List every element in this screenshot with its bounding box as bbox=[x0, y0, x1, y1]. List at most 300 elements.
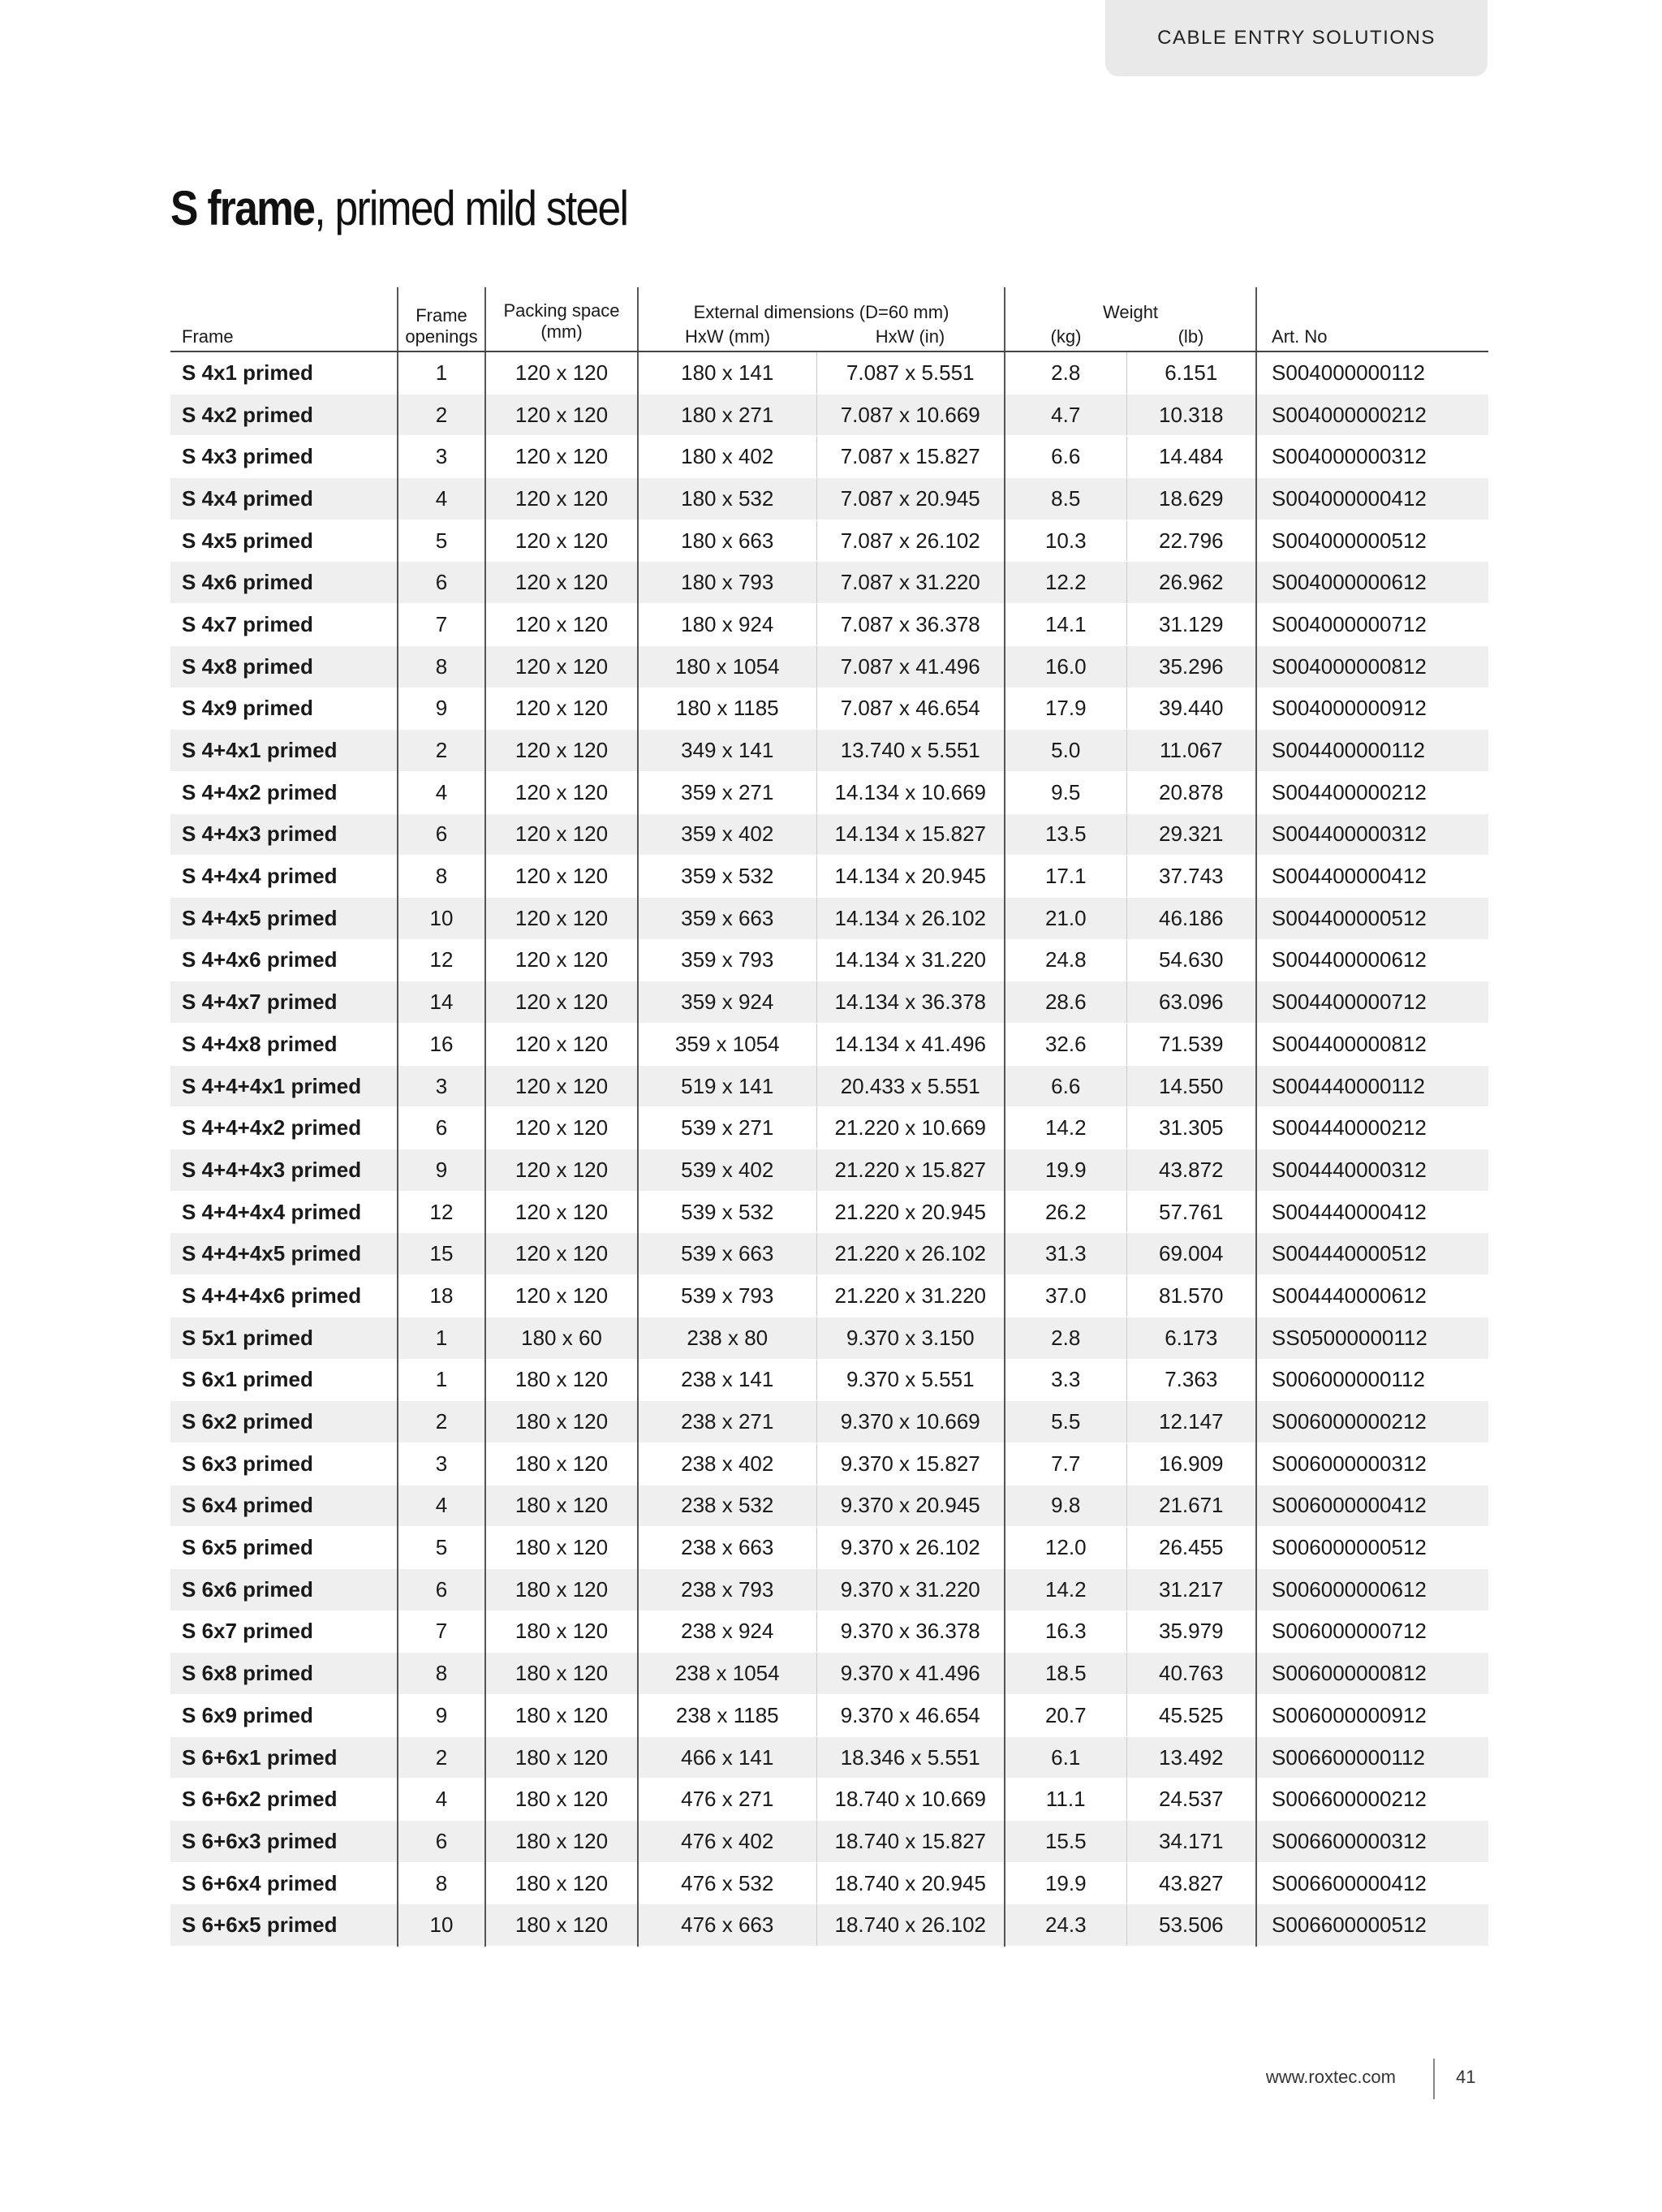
cell-lb: 43.827 bbox=[1126, 1862, 1256, 1904]
cell-lb: 69.004 bbox=[1126, 1233, 1256, 1275]
table-row bbox=[170, 394, 1488, 436]
cell-kg: 2.8 bbox=[1005, 1317, 1126, 1359]
cell-lb: 39.440 bbox=[1126, 688, 1256, 730]
cell-art-no: S006000000412 bbox=[1256, 1485, 1488, 1527]
cell-frame: S 4x9 primed bbox=[170, 688, 398, 730]
cell-packing: 120 x 120 bbox=[485, 1149, 638, 1192]
cell-kg: 16.3 bbox=[1005, 1610, 1126, 1653]
cell-lb: 22.796 bbox=[1126, 520, 1256, 562]
cell-art-no: S004000000512 bbox=[1256, 520, 1488, 562]
cell-art-no: S004440000212 bbox=[1256, 1107, 1488, 1149]
cell-lb: 46.186 bbox=[1126, 897, 1256, 939]
cell-openings: 3 bbox=[398, 1442, 485, 1485]
cell-kg: 21.0 bbox=[1005, 897, 1126, 939]
cell-hxw-in: 14.134 x 10.669 bbox=[816, 771, 1005, 813]
cell-hxw-mm: 238 x 663 bbox=[638, 1527, 816, 1569]
cell-openings: 3 bbox=[398, 436, 485, 478]
cell-packing: 120 x 120 bbox=[485, 604, 638, 646]
cell-openings: 6 bbox=[398, 1568, 485, 1610]
cell-kg: 4.7 bbox=[1005, 394, 1126, 436]
cell-packing: 180 x 120 bbox=[485, 1736, 638, 1779]
cell-hxw-mm: 476 x 402 bbox=[638, 1821, 816, 1863]
cell-art-no: S004000000912 bbox=[1256, 688, 1488, 730]
cell-kg: 7.7 bbox=[1005, 1442, 1126, 1485]
cell-hxw-in: 18.346 x 5.551 bbox=[816, 1736, 1005, 1779]
cell-openings: 10 bbox=[398, 897, 485, 939]
cell-openings: 2 bbox=[398, 1736, 485, 1779]
cell-lb: 7.363 bbox=[1126, 1359, 1256, 1401]
cell-openings: 4 bbox=[398, 478, 485, 520]
header-external: External dimensions (D=60 mm) bbox=[638, 287, 1005, 323]
cell-lb: 81.570 bbox=[1126, 1275, 1256, 1317]
header-frame: Frame bbox=[170, 287, 398, 351]
cell-art-no: S004440000612 bbox=[1256, 1275, 1488, 1317]
cell-hxw-in: 14.134 x 36.378 bbox=[816, 981, 1005, 1024]
cell-openings: 6 bbox=[398, 1107, 485, 1149]
cell-kg: 31.3 bbox=[1005, 1233, 1126, 1275]
cell-art-no: S006000000612 bbox=[1256, 1568, 1488, 1610]
cell-lb: 31.305 bbox=[1126, 1107, 1256, 1149]
cell-kg: 17.1 bbox=[1005, 856, 1126, 898]
cell-lb: 53.506 bbox=[1126, 1904, 1256, 1947]
page-number: 41 bbox=[1456, 2067, 1476, 2087]
cell-packing: 120 x 120 bbox=[485, 1024, 638, 1066]
cell-art-no: S004440000312 bbox=[1256, 1149, 1488, 1192]
cell-art-no: S004400000812 bbox=[1256, 1024, 1488, 1066]
cell-hxw-mm: 359 x 924 bbox=[638, 981, 816, 1024]
cell-frame: S 6x4 primed bbox=[170, 1485, 398, 1527]
cell-kg: 12.2 bbox=[1005, 562, 1126, 604]
footer-url: www.roxtec.com bbox=[1265, 2067, 1396, 2087]
cell-openings: 6 bbox=[398, 562, 485, 604]
table-row bbox=[170, 856, 1488, 898]
cell-lb: 21.671 bbox=[1126, 1485, 1256, 1527]
cell-frame: S 6+6x5 primed bbox=[170, 1904, 398, 1947]
cell-hxw-mm: 238 x 1054 bbox=[638, 1653, 816, 1695]
cell-frame: S 6x3 primed bbox=[170, 1442, 398, 1485]
cell-hxw-mm: 180 x 1054 bbox=[638, 645, 816, 688]
section-tab-label: CABLE ENTRY SOLUTIONS bbox=[1157, 27, 1436, 49]
cell-packing: 120 x 120 bbox=[485, 897, 638, 939]
cell-lb: 26.962 bbox=[1126, 562, 1256, 604]
cell-hxw-in: 9.370 x 31.220 bbox=[816, 1568, 1005, 1610]
cell-hxw-mm: 359 x 402 bbox=[638, 813, 816, 856]
header-packing-line2: (mm) bbox=[540, 321, 583, 342]
table-row bbox=[170, 1107, 1488, 1149]
cell-hxw-in: 9.370 x 41.496 bbox=[816, 1653, 1005, 1695]
cell-art-no: S006000000912 bbox=[1256, 1695, 1488, 1737]
cell-lb: 71.539 bbox=[1126, 1024, 1256, 1066]
cell-hxw-mm: 476 x 663 bbox=[638, 1904, 816, 1947]
cell-frame: S 4+4+4x2 primed bbox=[170, 1107, 398, 1149]
cell-frame: S 6x5 primed bbox=[170, 1527, 398, 1569]
cell-packing: 180 x 120 bbox=[485, 1527, 638, 1569]
cell-frame: S 4+4x5 primed bbox=[170, 897, 398, 939]
cell-hxw-in: 14.134 x 20.945 bbox=[816, 856, 1005, 898]
cell-packing: 120 x 120 bbox=[485, 1065, 638, 1107]
cell-openings: 9 bbox=[398, 1149, 485, 1192]
cell-packing: 120 x 120 bbox=[485, 520, 638, 562]
cell-hxw-in: 7.087 x 26.102 bbox=[816, 520, 1005, 562]
cell-art-no: S006600000112 bbox=[1256, 1736, 1488, 1779]
cell-openings: 1 bbox=[398, 351, 485, 394]
cell-hxw-mm: 238 x 1185 bbox=[638, 1695, 816, 1737]
cell-hxw-in: 9.370 x 5.551 bbox=[816, 1359, 1005, 1401]
cell-packing: 120 x 120 bbox=[485, 813, 638, 856]
cell-hxw-mm: 359 x 1054 bbox=[638, 1024, 816, 1066]
cell-art-no: S004400000412 bbox=[1256, 856, 1488, 898]
cell-openings: 9 bbox=[398, 1695, 485, 1737]
cell-lb: 34.171 bbox=[1126, 1821, 1256, 1863]
cell-frame: S 6x9 primed bbox=[170, 1695, 398, 1737]
cell-hxw-in: 9.370 x 46.654 bbox=[816, 1695, 1005, 1737]
table-row bbox=[170, 645, 1488, 688]
cell-frame: S 4+4x8 primed bbox=[170, 1024, 398, 1066]
header-hxw-in: HxW (in) bbox=[816, 323, 1005, 351]
cell-openings: 2 bbox=[398, 730, 485, 772]
cell-art-no: S004440000412 bbox=[1256, 1191, 1488, 1233]
cell-art-no: S004000000212 bbox=[1256, 394, 1488, 436]
table-row bbox=[170, 1149, 1488, 1192]
cell-openings: 5 bbox=[398, 520, 485, 562]
cell-openings: 9 bbox=[398, 688, 485, 730]
cell-kg: 19.9 bbox=[1005, 1862, 1126, 1904]
table-row bbox=[170, 1610, 1488, 1653]
product-table bbox=[170, 287, 1488, 1947]
table-row bbox=[170, 1862, 1488, 1904]
cell-lb: 6.151 bbox=[1126, 351, 1256, 394]
cell-frame: S 5x1 primed bbox=[170, 1317, 398, 1359]
cell-hxw-mm: 238 x 402 bbox=[638, 1442, 816, 1485]
table-row bbox=[170, 1233, 1488, 1275]
cell-kg: 13.5 bbox=[1005, 813, 1126, 856]
table-row bbox=[170, 1485, 1488, 1527]
table-row bbox=[170, 1653, 1488, 1695]
cell-hxw-in: 21.220 x 10.669 bbox=[816, 1107, 1005, 1149]
cell-lb: 16.909 bbox=[1126, 1442, 1256, 1485]
cell-openings: 8 bbox=[398, 856, 485, 898]
table-row bbox=[170, 771, 1488, 813]
cell-packing: 120 x 120 bbox=[485, 1233, 638, 1275]
cell-frame: S 4x5 primed bbox=[170, 520, 398, 562]
cell-frame: S 6+6x3 primed bbox=[170, 1821, 398, 1863]
cell-hxw-mm: 180 x 793 bbox=[638, 562, 816, 604]
cell-packing: 180 x 120 bbox=[485, 1442, 638, 1485]
cell-art-no: S004000000712 bbox=[1256, 604, 1488, 646]
table-row bbox=[170, 1317, 1488, 1359]
cell-openings: 4 bbox=[398, 771, 485, 813]
table-row bbox=[170, 604, 1488, 646]
cell-lb: 6.173 bbox=[1126, 1317, 1256, 1359]
table-row bbox=[170, 520, 1488, 562]
cell-frame: S 6x7 primed bbox=[170, 1610, 398, 1653]
cell-hxw-in: 9.370 x 15.827 bbox=[816, 1442, 1005, 1485]
table-row bbox=[170, 1401, 1488, 1443]
cell-packing: 180 x 120 bbox=[485, 1904, 638, 1947]
cell-packing: 120 x 120 bbox=[485, 939, 638, 981]
cell-lb: 14.550 bbox=[1126, 1065, 1256, 1107]
cell-lb: 10.318 bbox=[1126, 394, 1256, 436]
cell-hxw-mm: 539 x 532 bbox=[638, 1191, 816, 1233]
cell-kg: 5.0 bbox=[1005, 730, 1126, 772]
cell-frame: S 4x2 primed bbox=[170, 394, 398, 436]
cell-frame: S 6x8 primed bbox=[170, 1653, 398, 1695]
cell-hxw-mm: 238 x 532 bbox=[638, 1485, 816, 1527]
cell-hxw-in: 9.370 x 36.378 bbox=[816, 1610, 1005, 1653]
table-row bbox=[170, 730, 1488, 772]
cell-kg: 9.5 bbox=[1005, 771, 1126, 813]
cell-art-no: S004400000312 bbox=[1256, 813, 1488, 856]
footer-divider bbox=[1433, 2059, 1435, 2099]
cell-frame: S 6x2 primed bbox=[170, 1401, 398, 1443]
table-header bbox=[170, 287, 1488, 351]
cell-packing: 120 x 120 bbox=[485, 981, 638, 1024]
cell-hxw-mm: 238 x 793 bbox=[638, 1568, 816, 1610]
cell-lb: 45.525 bbox=[1126, 1695, 1256, 1737]
cell-hxw-mm: 180 x 663 bbox=[638, 520, 816, 562]
cell-lb: 29.321 bbox=[1126, 813, 1256, 856]
table-row bbox=[170, 1024, 1488, 1066]
cell-kg: 18.5 bbox=[1005, 1653, 1126, 1695]
cell-hxw-mm: 539 x 663 bbox=[638, 1233, 816, 1275]
cell-kg: 17.9 bbox=[1005, 688, 1126, 730]
cell-art-no: S006000000112 bbox=[1256, 1359, 1488, 1401]
cell-hxw-mm: 359 x 663 bbox=[638, 897, 816, 939]
cell-hxw-mm: 180 x 402 bbox=[638, 436, 816, 478]
cell-art-no: S006000000812 bbox=[1256, 1653, 1488, 1695]
cell-hxw-mm: 180 x 271 bbox=[638, 394, 816, 436]
cell-art-no: S006600000512 bbox=[1256, 1904, 1488, 1947]
cell-frame: S 4x8 primed bbox=[170, 645, 398, 688]
cell-hxw-in: 7.087 x 15.827 bbox=[816, 436, 1005, 478]
cell-hxw-in: 18.740 x 15.827 bbox=[816, 1821, 1005, 1863]
cell-hxw-in: 13.740 x 5.551 bbox=[816, 730, 1005, 772]
cell-packing: 120 x 120 bbox=[485, 730, 638, 772]
cell-openings: 18 bbox=[398, 1275, 485, 1317]
header-packing bbox=[485, 287, 638, 351]
cell-hxw-in: 7.087 x 36.378 bbox=[816, 604, 1005, 646]
cell-kg: 19.9 bbox=[1005, 1149, 1126, 1192]
cell-frame: S 4+4+4x1 primed bbox=[170, 1065, 398, 1107]
cell-kg: 14.2 bbox=[1005, 1568, 1126, 1610]
cell-openings: 8 bbox=[398, 1862, 485, 1904]
cell-hxw-in: 9.370 x 10.669 bbox=[816, 1401, 1005, 1443]
cell-hxw-in: 9.370 x 20.945 bbox=[816, 1485, 1005, 1527]
table-row bbox=[170, 897, 1488, 939]
cell-kg: 6.1 bbox=[1005, 1736, 1126, 1779]
header-openings-line1: Frame bbox=[416, 305, 467, 326]
cell-art-no: S004400000512 bbox=[1256, 897, 1488, 939]
header-kg: (kg) bbox=[1005, 323, 1126, 351]
cell-kg: 15.5 bbox=[1005, 1821, 1126, 1863]
cell-kg: 20.7 bbox=[1005, 1695, 1126, 1737]
cell-packing: 120 x 120 bbox=[485, 1191, 638, 1233]
cell-openings: 8 bbox=[398, 645, 485, 688]
header-hxw-mm: HxW (mm) bbox=[638, 323, 816, 351]
table-row bbox=[170, 1442, 1488, 1485]
cell-packing: 180 x 120 bbox=[485, 1401, 638, 1443]
cell-packing: 180 x 60 bbox=[485, 1317, 638, 1359]
cell-packing: 180 x 120 bbox=[485, 1610, 638, 1653]
cell-hxw-in: 7.087 x 5.551 bbox=[816, 351, 1005, 394]
cell-packing: 120 x 120 bbox=[485, 1107, 638, 1149]
cell-lb: 18.629 bbox=[1126, 478, 1256, 520]
page-title-rest: , primed mild steel bbox=[314, 181, 628, 235]
cell-packing: 120 x 120 bbox=[485, 856, 638, 898]
cell-lb: 35.296 bbox=[1126, 645, 1256, 688]
cell-art-no: S006600000412 bbox=[1256, 1862, 1488, 1904]
cell-art-no: S004000000812 bbox=[1256, 645, 1488, 688]
page-title-bold: S frame bbox=[170, 181, 315, 235]
cell-packing: 120 x 120 bbox=[485, 351, 638, 394]
cell-hxw-in: 14.134 x 15.827 bbox=[816, 813, 1005, 856]
cell-packing: 180 x 120 bbox=[485, 1821, 638, 1863]
cell-openings: 4 bbox=[398, 1485, 485, 1527]
cell-hxw-mm: 359 x 532 bbox=[638, 856, 816, 898]
cell-hxw-mm: 519 x 141 bbox=[638, 1065, 816, 1107]
cell-hxw-mm: 476 x 271 bbox=[638, 1779, 816, 1821]
header-openings bbox=[398, 287, 485, 351]
cell-lb: 35.979 bbox=[1126, 1610, 1256, 1653]
cell-openings: 14 bbox=[398, 981, 485, 1024]
table-row bbox=[170, 939, 1488, 981]
header-lb: (lb) bbox=[1126, 323, 1256, 351]
cell-kg: 24.3 bbox=[1005, 1904, 1126, 1947]
cell-openings: 2 bbox=[398, 394, 485, 436]
table-row bbox=[170, 1695, 1488, 1737]
cell-openings: 8 bbox=[398, 1653, 485, 1695]
cell-lb: 40.763 bbox=[1126, 1653, 1256, 1695]
cell-frame: S 4+4+4x5 primed bbox=[170, 1233, 398, 1275]
table-row bbox=[170, 1779, 1488, 1821]
cell-frame: S 6+6x1 primed bbox=[170, 1736, 398, 1779]
header-openings-line2: openings bbox=[405, 326, 478, 347]
cell-lb: 13.492 bbox=[1126, 1736, 1256, 1779]
table-row bbox=[170, 1904, 1488, 1947]
cell-packing: 120 x 120 bbox=[485, 771, 638, 813]
cell-openings: 6 bbox=[398, 1821, 485, 1863]
cell-hxw-in: 7.087 x 10.669 bbox=[816, 394, 1005, 436]
cell-art-no: S004400000612 bbox=[1256, 939, 1488, 981]
cell-frame: S 4+4x6 primed bbox=[170, 939, 398, 981]
cell-packing: 180 x 120 bbox=[485, 1653, 638, 1695]
cell-lb: 26.455 bbox=[1126, 1527, 1256, 1569]
cell-hxw-in: 21.220 x 20.945 bbox=[816, 1191, 1005, 1233]
cell-art-no: S006600000212 bbox=[1256, 1779, 1488, 1821]
cell-hxw-mm: 539 x 271 bbox=[638, 1107, 816, 1149]
cell-packing: 180 x 120 bbox=[485, 1779, 638, 1821]
cell-hxw-mm: 238 x 80 bbox=[638, 1317, 816, 1359]
cell-hxw-mm: 476 x 532 bbox=[638, 1862, 816, 1904]
cell-kg: 24.8 bbox=[1005, 939, 1126, 981]
cell-frame: S 4+4x3 primed bbox=[170, 813, 398, 856]
cell-hxw-in: 21.220 x 15.827 bbox=[816, 1149, 1005, 1192]
cell-frame: S 4+4+4x3 primed bbox=[170, 1149, 398, 1192]
table-row bbox=[170, 981, 1488, 1024]
table-row bbox=[170, 1568, 1488, 1610]
cell-lb: 12.147 bbox=[1126, 1401, 1256, 1443]
cell-art-no: S004000000612 bbox=[1256, 562, 1488, 604]
cell-art-no: SS05000000112 bbox=[1256, 1317, 1488, 1359]
cell-art-no: S004400000112 bbox=[1256, 730, 1488, 772]
cell-openings: 15 bbox=[398, 1233, 485, 1275]
cell-hxw-mm: 238 x 271 bbox=[638, 1401, 816, 1443]
cell-hxw-mm: 180 x 141 bbox=[638, 351, 816, 394]
cell-lb: 11.067 bbox=[1126, 730, 1256, 772]
table-row bbox=[170, 1821, 1488, 1863]
table-row bbox=[170, 1275, 1488, 1317]
cell-hxw-in: 20.433 x 5.551 bbox=[816, 1065, 1005, 1107]
cell-packing: 120 x 120 bbox=[485, 688, 638, 730]
cell-kg: 28.6 bbox=[1005, 981, 1126, 1024]
cell-hxw-in: 7.087 x 31.220 bbox=[816, 562, 1005, 604]
cell-frame: S 4x4 primed bbox=[170, 478, 398, 520]
cell-hxw-mm: 238 x 141 bbox=[638, 1359, 816, 1401]
cell-kg: 14.1 bbox=[1005, 604, 1126, 646]
cell-lb: 63.096 bbox=[1126, 981, 1256, 1024]
cell-hxw-in: 18.740 x 26.102 bbox=[816, 1904, 1005, 1947]
cell-frame: S 4+4x1 primed bbox=[170, 730, 398, 772]
cell-hxw-mm: 180 x 924 bbox=[638, 604, 816, 646]
cell-packing: 120 x 120 bbox=[485, 478, 638, 520]
cell-kg: 12.0 bbox=[1005, 1527, 1126, 1569]
cell-openings: 12 bbox=[398, 939, 485, 981]
cell-packing: 120 x 120 bbox=[485, 562, 638, 604]
cell-packing: 180 x 120 bbox=[485, 1485, 638, 1527]
cell-art-no: S004000000112 bbox=[1256, 351, 1488, 394]
cell-lb: 24.537 bbox=[1126, 1779, 1256, 1821]
cell-packing: 120 x 120 bbox=[485, 1275, 638, 1317]
table-body bbox=[170, 351, 1488, 1947]
cell-hxw-mm: 539 x 793 bbox=[638, 1275, 816, 1317]
cell-art-no: S004000000412 bbox=[1256, 478, 1488, 520]
cell-lb: 54.630 bbox=[1126, 939, 1256, 981]
cell-frame: S 4+4x2 primed bbox=[170, 771, 398, 813]
cell-frame: S 4+4x7 primed bbox=[170, 981, 398, 1024]
cell-art-no: S006000000312 bbox=[1256, 1442, 1488, 1485]
cell-openings: 4 bbox=[398, 1779, 485, 1821]
cell-hxw-in: 9.370 x 26.102 bbox=[816, 1527, 1005, 1569]
cell-kg: 6.6 bbox=[1005, 436, 1126, 478]
cell-lb: 14.484 bbox=[1126, 436, 1256, 478]
table-row bbox=[170, 436, 1488, 478]
table-row bbox=[170, 688, 1488, 730]
cell-packing: 180 x 120 bbox=[485, 1695, 638, 1737]
cell-kg: 16.0 bbox=[1005, 645, 1126, 688]
cell-lb: 43.872 bbox=[1126, 1149, 1256, 1192]
cell-openings: 12 bbox=[398, 1191, 485, 1233]
cell-kg: 14.2 bbox=[1005, 1107, 1126, 1149]
cell-hxw-in: 21.220 x 31.220 bbox=[816, 1275, 1005, 1317]
cell-hxw-in: 7.087 x 41.496 bbox=[816, 645, 1005, 688]
cell-frame: S 6+6x4 primed bbox=[170, 1862, 398, 1904]
cell-lb: 20.878 bbox=[1126, 771, 1256, 813]
cell-frame: S 6+6x2 primed bbox=[170, 1779, 398, 1821]
table-row bbox=[170, 1736, 1488, 1779]
cell-hxw-in: 21.220 x 26.102 bbox=[816, 1233, 1005, 1275]
cell-kg: 3.3 bbox=[1005, 1359, 1126, 1401]
table-row bbox=[170, 562, 1488, 604]
cell-packing: 180 x 120 bbox=[485, 1568, 638, 1610]
cell-packing: 120 x 120 bbox=[485, 394, 638, 436]
cell-frame: S 4+4+4x6 primed bbox=[170, 1275, 398, 1317]
cell-openings: 3 bbox=[398, 1065, 485, 1107]
cell-openings: 6 bbox=[398, 813, 485, 856]
cell-packing: 180 x 120 bbox=[485, 1359, 638, 1401]
table-row bbox=[170, 1359, 1488, 1401]
cell-packing: 120 x 120 bbox=[485, 436, 638, 478]
cell-kg: 11.1 bbox=[1005, 1779, 1126, 1821]
